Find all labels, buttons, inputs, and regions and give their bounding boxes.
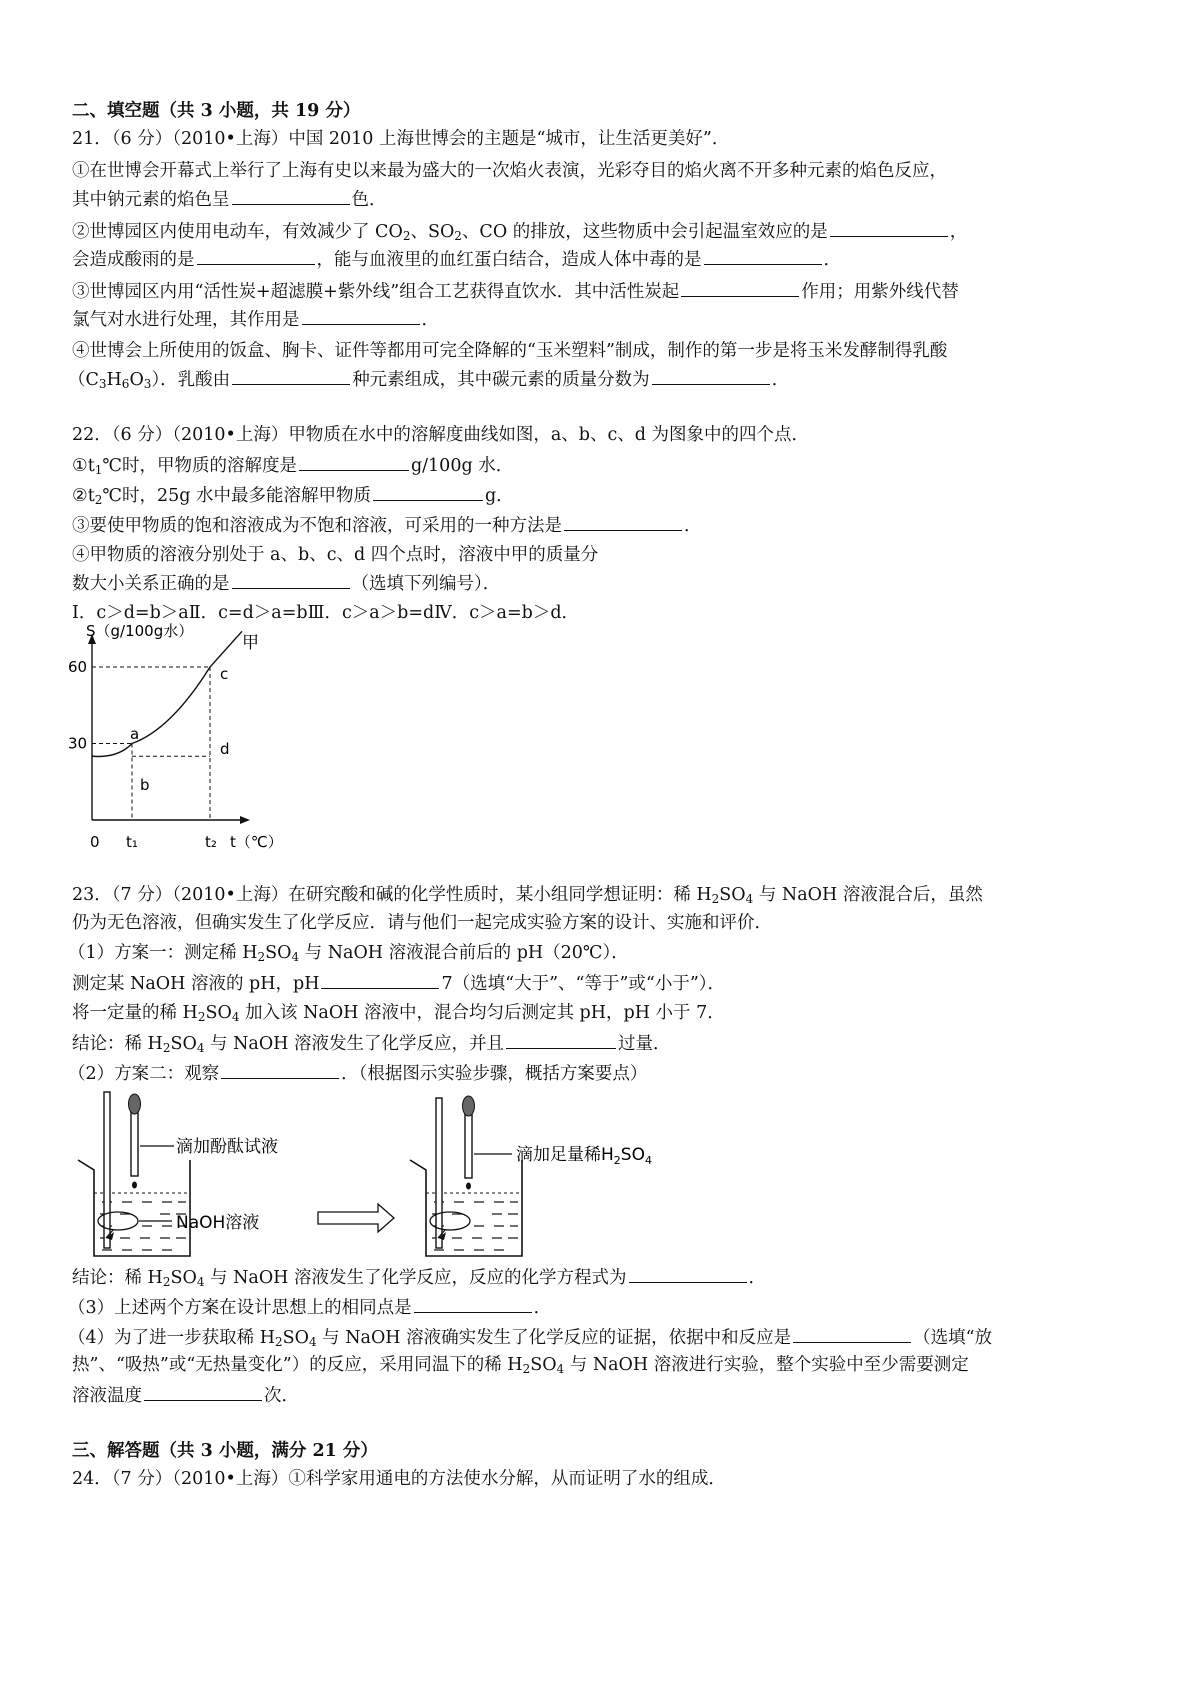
- answer-blank[interactable]: [681, 280, 799, 297]
- answer-blank[interactable]: [232, 572, 350, 589]
- section-2-title: 二、填空题（共 3 小题，共 19 分）: [72, 101, 361, 121]
- q23-s1d: 结论：稀 $H_2SO_4$ 与 NaOH 溶液发生了化学反应，并且 过量．: [72, 1034, 671, 1055]
- beaker-2: [410, 1096, 522, 1256]
- point-a-label: a: [130, 725, 140, 743]
- solubility-chart: [60, 622, 330, 862]
- answer-blank[interactable]: [793, 1326, 911, 1343]
- x-axis-label: t（℃）: [230, 833, 283, 851]
- answer-blank[interactable]: [629, 1266, 747, 1283]
- dropper-bulb: [463, 1096, 475, 1116]
- q23-s3: （3）上述两个方案在设计思想上的相同点是 ．: [68, 1298, 552, 1318]
- answer-blank[interactable]: [232, 368, 350, 385]
- label-h2so4: 滴加足量稀$H_2SO_4$: [516, 1145, 652, 1167]
- x-tick-t1: t₁: [126, 833, 138, 851]
- q21-p3a: ③世博园区内用“活性炭+超滤膜+紫外线”组合工艺获得直饮水．其中活性炭起 作用；用紫外线代替: [72, 282, 959, 302]
- answer-blank[interactable]: [564, 514, 682, 531]
- q24-stem: 24．（7 分）（2010•上海）①科学家用通电的方法使水分解，从而证明了水的组成．: [72, 1469, 726, 1489]
- q21-p2b: 会造成酸雨的是 ，能与血液里的血红蛋白结合，造成人体中毒的是 ．: [72, 250, 841, 270]
- q21-stem: 21．（6 分）（2010•上海）中国 2010 上海世博会的主题是“城市，让生活更美好”．: [72, 129, 730, 149]
- q23-s2: （2）方案二：观察 ．（根据图示实验步骤，概括方案要点）: [68, 1064, 648, 1084]
- dropper-bulb: [129, 1094, 141, 1114]
- point-b-label: b: [140, 776, 150, 794]
- q22-p4b: 数大小关系正确的是 （选填下列编号）．: [72, 574, 501, 594]
- q23-s1: （1）方案一：测定稀 $H_2SO_4$ 与 NaOH 溶液混合前后的 pH（20℃）．: [68, 943, 629, 964]
- dropper: [131, 1112, 138, 1176]
- curve-label: 甲: [242, 633, 259, 653]
- label-phenolphthalein: 滴加酚酞试液: [176, 1137, 278, 1157]
- process-arrow: [318, 1204, 394, 1232]
- answer-blank[interactable]: [506, 1032, 616, 1049]
- q21-p1a: ①在世博会开幕式上举行了上海有史以来最为盛大的一次焰火表演，光彩夺目的焰火离不开多种元素的焰色反应，: [72, 161, 947, 181]
- q21-p2a: ②世博园区内使用电动车，有效减少了 $CO_2$、$SO_2$、CO 的排放，这些物质中会引起温室效应的是 ，: [72, 222, 968, 243]
- q21-p1b: 其中钠元素的焰色呈 色．: [72, 190, 387, 210]
- q21-p3b: 氯气对水进行处理，其作用是 ．: [72, 310, 439, 330]
- answer-blank[interactable]: [299, 454, 409, 471]
- q23-s1b: 测定某 NaOH 溶液的 pH，pH 7（选填“大于”、“等于”或“小于”）．: [72, 974, 726, 994]
- q22-p3: ③要使甲物质的饱和溶液成为不饱和溶液，可采用的一种方法是 ．: [72, 516, 702, 536]
- q21-p4a: ④世博会上所使用的饭盒、胸卡、证件等都用可完全降解的“玉米塑料”制成，制作的第一步是将玉米发酵制得乳酸: [72, 341, 948, 361]
- point-d-label: d: [220, 740, 230, 758]
- section-3-title: 三、解答题（共 3 小题，满分 21 分）: [72, 1441, 378, 1461]
- experiment-figure: [60, 1090, 700, 1262]
- answer-blank[interactable]: [704, 248, 822, 265]
- q22-stem: 22．（6 分）（2010•上海）甲物质在水中的溶解度曲线如图，a、b、c、d 为图象中的四个点．: [72, 425, 810, 445]
- q22-p1: $①t_1℃$时，甲物质的溶解度是 g/100g 水．: [72, 456, 514, 477]
- q23-s4a: （4）为了进一步获取稀 $H_2SO_4$ 与 NaOH 溶液确实发生了化学反应的证据，依据中和反应是 （选填“放: [68, 1328, 993, 1349]
- solubility-curve: [92, 631, 242, 756]
- label-naoh: NaOH溶液: [176, 1213, 260, 1233]
- answer-blank[interactable]: [144, 1384, 262, 1401]
- y-tick-60: 60: [68, 658, 88, 676]
- q23-stem-a: 23．（7 分）（2010•上海）在研究酸和碱的化学性质时，某小组同学想证明：稀 $H_2SO_4$ 与 NaOH 溶液混合后，虽然: [72, 885, 983, 906]
- glass-rod: [436, 1098, 442, 1248]
- answer-blank[interactable]: [221, 1062, 339, 1079]
- answer-blank[interactable]: [373, 484, 483, 501]
- q23-s2b: 结论：稀 $H_2SO_4$ 与 NaOH 溶液发生了化学反应，反应的化学方程式为 ．: [72, 1268, 766, 1289]
- answer-blank[interactable]: [302, 308, 420, 325]
- answer-blank[interactable]: [652, 368, 770, 385]
- q22-p2: $②t_2℃$时，25g 水中最多能溶解甲物质 g．: [72, 486, 514, 507]
- answer-blank[interactable]: [414, 1296, 532, 1313]
- q23-s4c: 溶液温度 次．: [72, 1386, 299, 1406]
- y-axis-label: S（g/100g水）: [86, 622, 194, 640]
- answer-blank[interactable]: [197, 248, 315, 265]
- q22-p4a: ④甲物质的溶液分别处于 a、b、c、d 四个点时，溶液中甲的质量分: [72, 545, 599, 565]
- x-axis-arrow: [240, 816, 250, 824]
- point-c-label: c: [220, 665, 229, 683]
- q21-p4b: $(C_3H_6O_3)$．乳酸由 种元素组成，其中碳元素的质量分数为 ．: [68, 370, 790, 391]
- glass-rod: [104, 1092, 110, 1248]
- answer-blank[interactable]: [321, 972, 439, 989]
- answer-blank[interactable]: [232, 188, 350, 205]
- y-tick-30: 30: [68, 734, 88, 753]
- beaker-1: [78, 1092, 190, 1256]
- x-tick-t2: t₂: [205, 833, 217, 851]
- q23-stem-b: 仍为无色溶液，但确实发生了化学反应．请与他们一起完成实验方案的设计、实施和评价．: [72, 913, 772, 933]
- q23-s1c: 将一定量的稀 $H_2SO_4$ 加入该 NaOH 溶液中，混合均匀后测定其 pH，pH 小于 7．: [72, 1003, 725, 1024]
- q23-s4b: 热”、“吸热”或“无热量变化”）的反应，采用同温下的稀 $H_2SO_4$ 与 NaOH 溶液进行实验，整个实验中至少需要测定: [72, 1355, 969, 1376]
- answer-blank[interactable]: [830, 220, 948, 237]
- dropper: [465, 1114, 472, 1178]
- q22-options: Ⅰ．c＞d=b＞aⅡ．c=d＞a=bⅢ．c＞a＞b=dⅣ．c＞a=b＞d．: [72, 603, 580, 623]
- origin-label: 0: [90, 833, 100, 851]
